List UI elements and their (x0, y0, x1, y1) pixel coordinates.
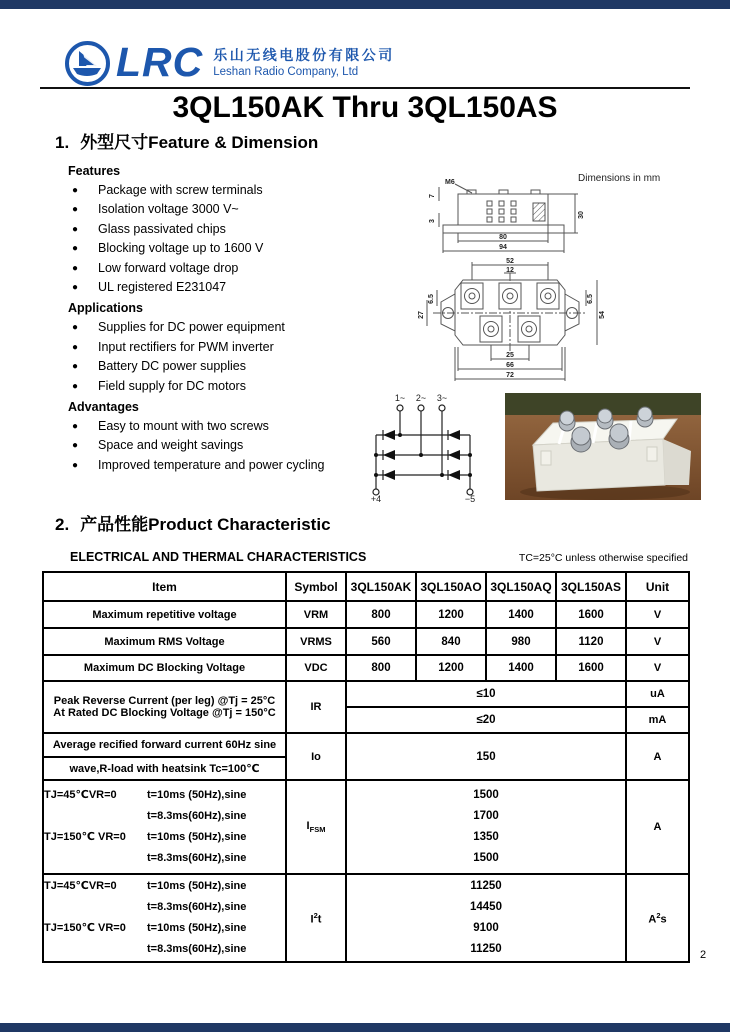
product-photo (505, 393, 701, 500)
list-item: ● Battery DC power supplies (72, 357, 423, 376)
bullet-icon: ● (72, 440, 79, 452)
column-header: Item (43, 572, 286, 601)
table-row: Maximum DC Blocking Voltage VDC 800 1200 1400 1600 V (43, 655, 689, 681)
lrc-logo-icon (64, 40, 111, 87)
applications-list (55, 318, 423, 396)
bullet-icon: ● (72, 204, 79, 216)
section2-block (55, 514, 331, 544)
section2-heading: 2. 产品性能Product Characteristic (55, 515, 331, 534)
list-item: ● Improved temperature and power cycling (72, 456, 423, 475)
dim-label: 6.5 (587, 294, 594, 304)
column-header: Unit (626, 572, 689, 601)
column-header: 3QL150AO (416, 572, 486, 601)
dim-label: 66 (506, 362, 514, 369)
dim-label: 72 (506, 372, 514, 379)
bullet-icon: ● (72, 322, 79, 334)
dim-label: 94 (499, 244, 507, 251)
dimensions-note: Dimensions in mm (578, 173, 661, 184)
bullet-icon: ● (72, 282, 79, 294)
column-header: Symbol (286, 572, 346, 601)
list-item: ● Input rectifiers for PWM inverter (72, 338, 423, 357)
features-label: Features (68, 164, 121, 178)
column-header: 3QL150AK (346, 572, 416, 601)
table-row: Peak Reverse Current (per leg) @Tj = 25°C At Rated DC Blocking Voltage @Tj = 150°C IR ≤10 uA (43, 681, 689, 707)
circuit-diagram (363, 391, 503, 503)
section1-heading: 1. 外型尺寸Feature & Dimension (55, 133, 319, 152)
bullet-icon: ● (72, 262, 79, 274)
list-item: ● Field supply for DC motors (72, 377, 423, 396)
bullet-icon: ● (72, 223, 79, 235)
list-item: ● Glass passivated chips (72, 220, 423, 239)
bullet-icon: ● (72, 341, 79, 353)
terminal-label: 1~ (394, 393, 406, 403)
bullet-icon: ● (72, 361, 79, 373)
dim-label: 7 (429, 194, 436, 198)
list-item: ● Space and weight savings (72, 436, 423, 455)
table-row: TJ=45℃VR=0 t=10ms (50Hz),sine t=8.3ms(60Hz),sine TJ=150℃ VR=0 t=10ms (50Hz),sine t=8.3ms(60Hz),sine $I^2t$ 11250 14450 9100 11250 $A^2s$ (43, 874, 689, 962)
list-item: ● Low forward voltage drop (72, 259, 423, 278)
characteristics-table (42, 571, 690, 963)
symbol-ifsm: $I_{FSM}$ (286, 780, 346, 874)
dim-label: 3 (429, 219, 436, 223)
table-row: Maximum repetitive voltage VRM 800 1200 1400 1600 V (43, 601, 689, 628)
company-logo (64, 40, 395, 87)
advantages-label: Advantages (68, 400, 139, 415)
bullet-icon: ● (72, 459, 79, 471)
dim-label: 25 (506, 352, 514, 359)
dim-label: 27 (418, 311, 425, 319)
logo-text: LRC (116, 39, 204, 85)
dim-label: 30 (578, 211, 585, 219)
features-list (55, 181, 423, 297)
list-item: ● UL registered E231047 (72, 278, 423, 297)
dimension-drawing (415, 163, 715, 395)
table-header-row (43, 572, 689, 601)
list-item: ● Package with screw terminals (72, 181, 423, 200)
dim-label: 6.5 (428, 294, 435, 304)
table-caption (70, 550, 688, 564)
test-condition: TC=25°C unless otherwise specified (518, 552, 688, 564)
unit-a2s: $A^2s$ (626, 874, 689, 962)
dim-label: 12 (506, 267, 514, 274)
bullet-icon: ● (72, 243, 79, 255)
dim-label: 52 (506, 258, 514, 265)
terminal-label: 3~ (436, 393, 448, 403)
top-accent-bar (0, 0, 730, 9)
header-divider (40, 87, 690, 89)
table-row: ≤20 mA (43, 707, 689, 733)
list-item: ● Isolation voltage 3000 V~ (72, 200, 423, 219)
list-item: ● Easy to mount with two screws (72, 417, 423, 436)
bullet-icon: ● (72, 380, 79, 392)
bullet-icon: ● (72, 421, 79, 433)
table-row: Average recified forward current 60Hz sine Io 150 A (43, 733, 689, 757)
terminal-label: 2~ (415, 393, 427, 403)
dim-label: 54 (599, 311, 606, 319)
company-name-en: Leshan Radio Company, Ltd (213, 66, 359, 78)
bullet-icon: ● (72, 185, 79, 196)
list-item: ● Supplies for DC power equipment (72, 318, 423, 337)
column-header: 3QL150AQ (486, 572, 556, 601)
table-row: wave,R-load with heatsink Tc=100℃ (43, 757, 689, 780)
table-title: ELECTRICAL AND THERMAL CHARACTERISTICS (70, 550, 367, 564)
page-number: 2 (700, 949, 707, 961)
dim-label: M6 (445, 179, 455, 186)
symbol-i2t: $I^2t$ (286, 874, 346, 962)
list-item: ● Blocking voltage up to 1600 V (72, 239, 423, 258)
terminal-label: +4 (370, 494, 382, 503)
company-name-cn: 乐山无线电股份有限公司 (213, 47, 395, 63)
terminal-label: −5 (464, 494, 476, 503)
bottom-accent-bar (0, 1023, 730, 1032)
applications-label: Applications (68, 301, 144, 316)
page-title: 3QL150AK Thru 3QL150AS (172, 91, 558, 124)
dim-label: 80 (499, 234, 507, 241)
column-header: 3QL150AS (556, 572, 626, 601)
table-row: Maximum RMS Voltage VRMS 560 840 980 1120 V (43, 628, 689, 655)
table-row: TJ=45℃VR=0 t=10ms (50Hz),sine t=8.3ms(60Hz),sine TJ=150℃ VR=0 t=10ms (50Hz),sine t=8.3ms(60Hz),sine $I_{FSM}$ 1500 1700 1350 1500 A (43, 780, 689, 874)
